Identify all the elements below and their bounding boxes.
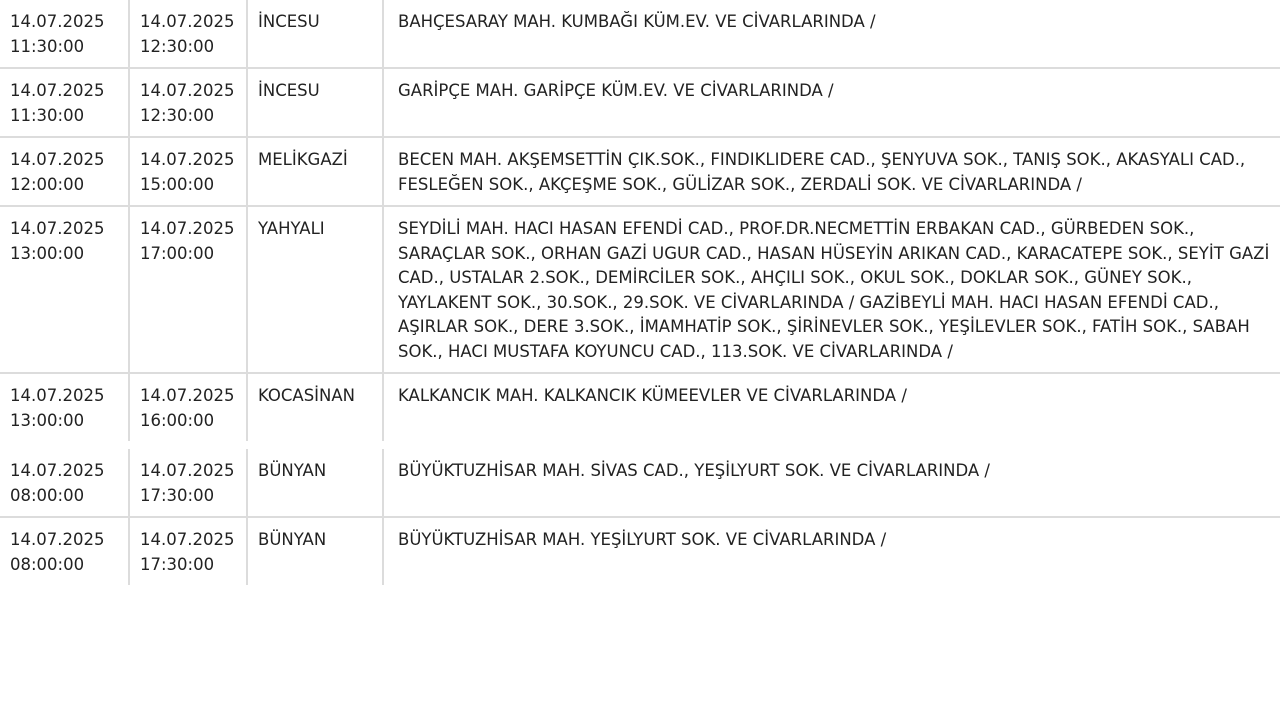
table-row [0, 206, 1280, 373]
end-date: 14.07.2025 [140, 386, 235, 405]
table-row [0, 0, 1280, 68]
end-time: 15:00:00 [140, 174, 215, 194]
start-time: 12:00:00 [10, 174, 85, 194]
end-date: 14.07.2025 [140, 150, 235, 169]
table-row [0, 137, 1280, 206]
end-time: 12:30:00 [140, 36, 215, 56]
area-cell: SEYDİLİ MAH. HACI HASAN EFENDİ CAD., PROF.DR.NECMETTİN ERBAKAN CAD., GÜRBEDEN SOK., SARAÇLAR SOK., ORHAN GAZİ UGUR CAD., HASAN HÜSEYİN ARIKAN CAD., KARACATEPE SOK., SEYİT GAZİ CAD., USTALAR 2.SOK., DEMİRCİLER SOK., AHÇILI SOK., OKUL SOK., DOKLAR SOK., GÜNEY SOK., YAYLAKENT SOK., 30.SOK., 29.SOK. VE CİVARLARINDA / GAZİBEYLİ MAH. HACI HASAN EFENDİ CAD., AŞIRLAR SOK., DERE 3.SOK., İMAMHATİP SOK., ŞİRİNEVLER SOK., YEŞİLEVLER SOK., FATİH SOK., SABAH SOK., HACI MUSTAFA KOYUNCU CAD., 113.SOK. VE CİVARLARINDA / [383, 206, 1280, 373]
table-row [0, 445, 1280, 517]
district-cell: YAHYALI [247, 206, 383, 373]
end-date: 14.07.2025 [140, 219, 235, 238]
start-date: 14.07.2025 [10, 219, 105, 238]
end-time: 17:00:00 [140, 243, 215, 263]
start-time: 13:00:00 [10, 243, 85, 263]
start-time: 08:00:00 [10, 485, 85, 505]
start-time: 11:30:00 [10, 105, 85, 125]
area-cell: BAHÇESARAY MAH. KUMBAĞI KÜM.EV. VE CİVARLARINDA / [383, 0, 1280, 68]
end-date: 14.07.2025 [140, 461, 235, 480]
end-time: 17:30:00 [140, 554, 215, 574]
end-cell [129, 137, 247, 206]
district-cell: MELİKGAZİ [247, 137, 383, 206]
area-cell: GARİPÇE MAH. GARİPÇE KÜM.EV. VE CİVARLARINDA / [383, 68, 1280, 137]
start-cell [0, 373, 129, 445]
end-date: 14.07.2025 [140, 530, 235, 549]
start-date: 14.07.2025 [10, 12, 105, 31]
district-cell: İNCESU [247, 0, 383, 68]
table-row [0, 68, 1280, 137]
start-cell [0, 0, 129, 68]
end-cell [129, 206, 247, 373]
district-cell: BÜNYAN [247, 445, 383, 517]
start-date: 14.07.2025 [10, 461, 105, 480]
district-cell: KOCASİNAN [247, 373, 383, 445]
area-cell: KALKANCIK MAH. KALKANCIK KÜMEEVLER VE CİVARLARINDA / [383, 373, 1280, 445]
end-cell [129, 445, 247, 517]
end-cell [129, 517, 247, 585]
area-cell: BECEN MAH. AKŞEMSETTİN ÇIK.SOK., FINDIKLIDERE CAD., ŞENYUVA SOK., TANIŞ SOK., AKASYALI CAD., FESLEĞEN SOK., AKÇEŞME SOK., GÜLİZAR SOK., ZERDALİ SOK. VE CİVARLARINDA / [383, 137, 1280, 206]
start-cell [0, 68, 129, 137]
start-cell [0, 206, 129, 373]
start-time: 11:30:00 [10, 36, 85, 56]
start-time: 08:00:00 [10, 554, 85, 574]
start-date: 14.07.2025 [10, 81, 105, 100]
area-cell: BÜYÜKTUZHİSAR MAH. YEŞİLYURT SOK. VE CİVARLARINDA / [398, 530, 887, 549]
start-date: 14.07.2025 [10, 386, 105, 405]
table-row [0, 517, 1280, 585]
start-time: 13:00:00 [10, 410, 85, 430]
end-time: 16:00:00 [140, 410, 215, 430]
start-cell [0, 517, 129, 585]
area-cell: BÜYÜKTUZHİSAR MAH. SİVAS CAD., YEŞİLYURT SOK. VE CİVARLARINDA / [383, 445, 1280, 517]
end-cell [129, 0, 247, 68]
start-date: 14.07.2025 [10, 150, 105, 169]
start-cell [0, 137, 129, 206]
end-cell [129, 373, 247, 445]
end-cell [129, 68, 247, 137]
end-time: 12:30:00 [140, 105, 215, 125]
district-cell: BÜNYAN [247, 517, 383, 585]
end-time: 17:30:00 [140, 485, 215, 505]
start-date: 14.07.2025 [10, 530, 105, 549]
end-date: 14.07.2025 [140, 12, 235, 31]
district-cell: İNCESU [247, 68, 383, 137]
end-date: 14.07.2025 [140, 81, 235, 100]
table-row [0, 373, 1280, 445]
start-cell [0, 445, 129, 517]
